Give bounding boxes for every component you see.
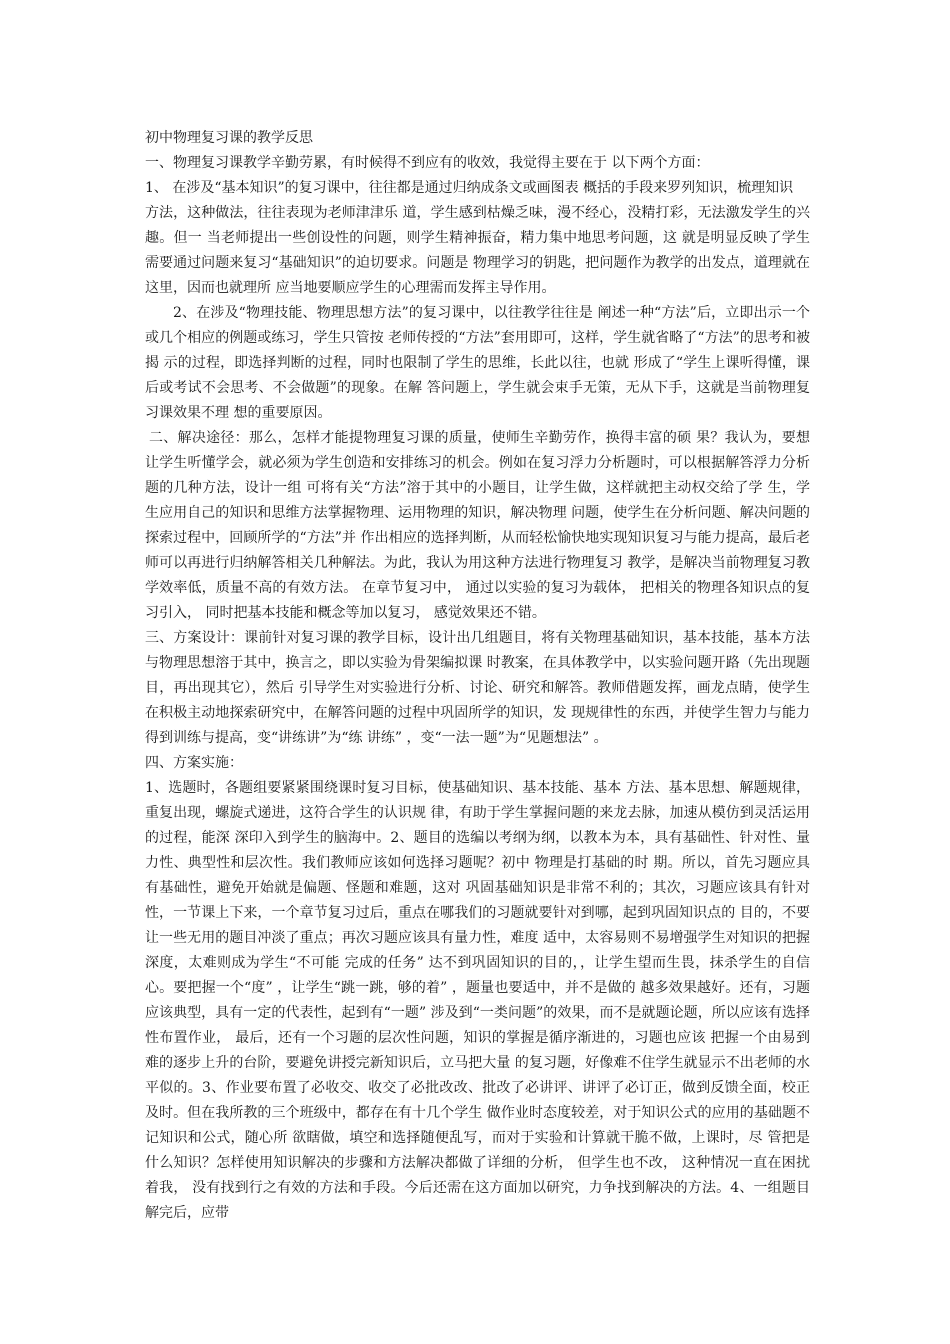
paragraph-section-4-body: 1、选题时，各题组要紧紧围绕课时复习目标，使基础知识、基本技能、基本 方法、基本思想、解题规律，重复出现，螺旋式递进，这符合学生的认识规 律，有助于学生掌握问题的来龙去脉，加速从模仿到灵活运用的过程，能深 深印入到学生的脑海中。2、题目的选编以考纲为纲，以教本为本，具有基础性、针对性、量力性、典型性和层次性。我们教师应该如何选择习题呢？初中 物理是打基础的时 期。所以，首先习题应具有基础性，避免开始就是偏题、怪题和难题，这对 巩固基础知识是非常不利的；其次，习题应该具有针对性，一节课上下来，一个章节复习过后，重点在哪我们的习题就要针对到哪，起到巩固知识点的 目的，不要让一些无用的题目冲淡了重点；再次习题应该具有量力性，难度 适中，太容易则不易增强学生对知识的把握深度，太难则成为学生“不可能 完成的任务” 达不到巩固知识的目的，，让学生望而生畏，抹杀学生的自信心。要把握一个“度” ，让学生“跳一跳，够的着” ，题量也要适中，并不是做的 越多效果越好。还有，习题应该典型，具有一定的代表性，起到有“一题” 涉及到“一类问题”的效果，而不是就题论题，所以应该有选择性布置作业， 最后，还有一个习题的层次性问题，知识的掌握是循序渐进的，习题也应该 把握一个由易到难的逐步上升的台阶，要避免讲授完新知识后，立马把大量 的复习题，好像难不住学生就显示不出老师的水平似的。3、作业要布置了必收交、收交了必批改改、批改了必讲评、讲评了必订正，做到反馈全面，校正及时。但在我所教的三个班级中，都存在有十几个学生 做作业时态度较差，对于知识公式的应用的基础题不记知识和公式，随心所 欲瞎做，填空和选择随便乱写，而对于实验和计算就干脆不做，上课时，尽 管把是什么知识？怎样使用知识解决的步骤和方法解决都做了详细的分析， 但学生也不改， 这种情况一直在困扰着我， 没有找到行之有效的方法和手段。今后还需在这方面加以研究，力争找到解决的方法。4、一组题目解完后，应带 bbox=[145, 780, 810, 1221]
paragraph-item-2: 2、在涉及“物理技能、物理思想方法”的复习课中，以往教学往往是 阐述一种“方法”后，立即出示一个或几个相应的例题或练习，学生只管按 老师传授的“方法”套用即可，这样，学生就省略了“方法”的思考和被揭 示的过程，即选择判断的过程，同时也限制了学生的思维，长此以往，也就 形成了“学生上课听得懂，课后或考试不会思考、不会做题”的现象。在解 答问题上，学生就会束手无策，无从下手，这就是当前物理复习课效果不理 想的重要原因。 bbox=[145, 305, 810, 421]
paragraph-item-1-body: 方法，这种做法，往往表现为老师津津乐 道，学生感到枯燥乏味，漫不经心，没精打彩，无法激发学生的兴趣。但一 当老师提出一些创设性的问题，则学生精神振奋，精力集中地思考问题，这 就是明显反映了学生需要通过问题来复习“基础知识”的迫切要求。问题是 物理学习的钥匙，把问题作为教学的出发点，道理就在这里，因而也就理所 应当地要顺应学生的心理需而发挥主导作用。 bbox=[145, 205, 810, 296]
paragraph-section-2: 二、解决途径：那么，怎样才能提物理复习课的质量，使师生辛勤劳作，换得丰富的硕 果？我认为，要想让学生听懂学会，就必须为学生创造和安排练习的机会。例如在复习浮力分析题时，可以根据解答浮力分析题的几种方法，设计一组 可将有关“方法”溶于其中的小题目，让学生做，这样就把主动权交给了学 生，学生应用自己的知识和思维方法掌握物理、运用物理的知识，解决物理 问题，使学生在分析问题、解决问题的探索过程中，回顾所学的“方法”并 作出相应的选择判断，从而轻松愉快地实现知识复习与能力提高，最后老师可以再进行归纳解答相关几种解法。为此，我认为用这种方法进行物理复习 教学，是解决当前物理复习教学效率低，质量不高的有效方法。 在章节复习中， 通过以实验的复习为载体， 把相关的物理各知识点的复习引入， 同时把基本技能和概念等加以复习， 感觉效果还不错。 bbox=[145, 430, 810, 621]
document-title: 初中物理复习课的教学反思 bbox=[145, 130, 313, 146]
paragraph-item-1-heading: 1、 在涉及“基本知识”的复习课中，往往都是通过归纳成条文或画图表 概括的手段来罗列知识，梳理知识 bbox=[145, 180, 794, 196]
paragraph-section-3: 三、方案设计：课前针对复习课的教学目标，设计出几组题目，将有关物理基础知识，基本技能，基本方法与物理思想溶于其中，换言之，即以实验为骨架编拟课 时教案，在具体教学中，以实验问题开路（先出现题目，再出现其它），然后 引导学生对实验进行分析、讨论、研究和解答。教师借题发挥，画龙点睛，使学生在积极主动地探索研究中，在解答问题的过程中巩固所学的知识，发 现规律性的东西，并使学生智力与能力得到训练与提高，变“讲练讲”为“练 讲练” ，变“一法一题”为“见题想法” 。 bbox=[145, 630, 810, 746]
document-body bbox=[145, 126, 810, 1226]
paragraph-section-1-intro: 一、物理复习课教学辛勤劳累，有时候得不到应有的收效，我觉得主要在于 以下两个方面： bbox=[145, 155, 710, 171]
paragraph-section-4-heading: 四、方案实施： bbox=[145, 755, 243, 771]
